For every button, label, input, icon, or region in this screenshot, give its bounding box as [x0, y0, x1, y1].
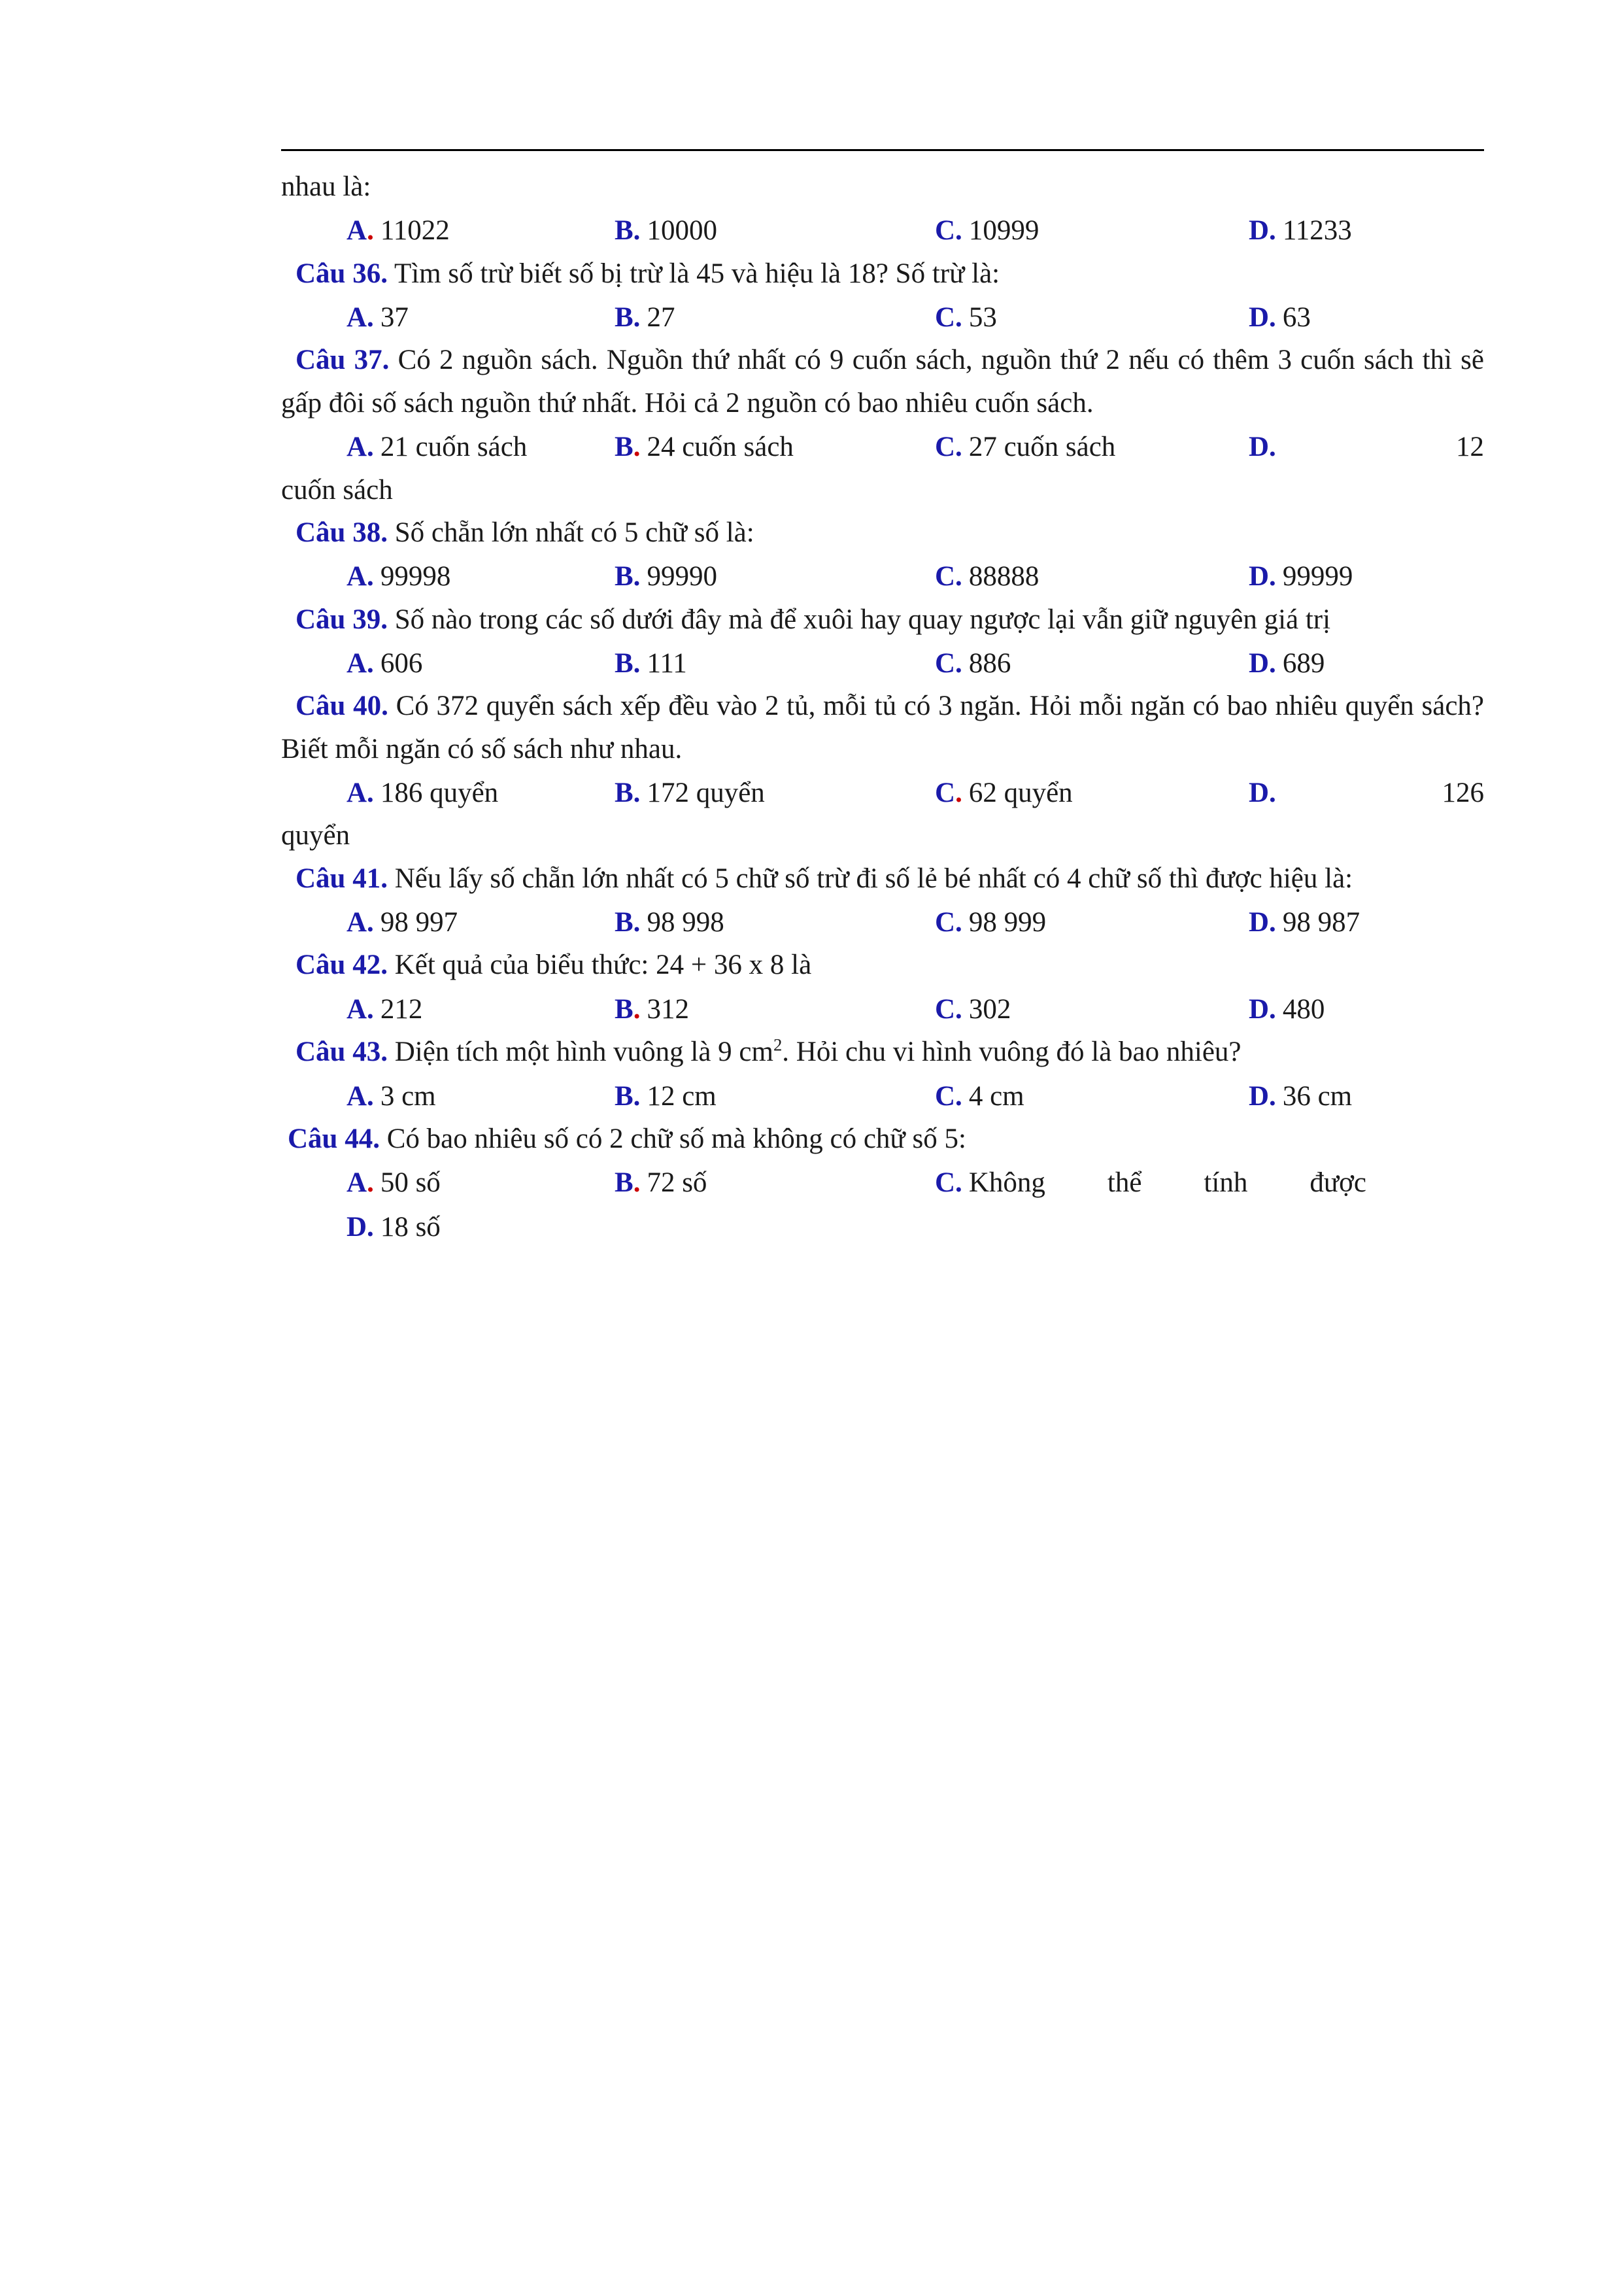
option-a-text: 212	[380, 993, 423, 1025]
option-a-label: A.	[346, 993, 374, 1025]
option-c-label: C.	[935, 1080, 962, 1112]
option-b[interactable]	[615, 901, 935, 944]
option-d[interactable]	[1249, 209, 1484, 252]
option-d-text: 689	[1282, 647, 1325, 679]
question-43-superscript: 2	[773, 1035, 783, 1055]
option-d[interactable]	[1249, 426, 1484, 468]
option-d-label: D.	[1249, 647, 1276, 679]
option-d[interactable]	[1249, 772, 1484, 814]
options-row-q37	[281, 426, 1484, 468]
question-43-number: Câu 43.	[296, 1037, 388, 1068]
option-d-label: D.	[1249, 1080, 1276, 1112]
option-c[interactable]	[935, 426, 1249, 468]
question-43-text-pre: Diện tích một hình vuông là 9 cm	[394, 1037, 773, 1068]
option-b-text: 99990	[647, 561, 717, 592]
option-c-label: C.	[935, 1167, 962, 1199]
options-row-q41	[281, 901, 1484, 944]
option-d-text: 18 số	[380, 1211, 441, 1242]
options-row-q42	[281, 988, 1484, 1031]
question-44-number: Câu 44.	[288, 1123, 380, 1154]
option-d-text: 11233	[1282, 215, 1352, 247]
question-42	[281, 944, 1484, 986]
options-row-q44-wrap	[281, 1206, 1484, 1248]
option-c[interactable]	[935, 772, 1249, 814]
option-c-text: 10999	[968, 215, 1039, 247]
options-row-q39	[281, 642, 1484, 685]
option-d-wrap-q37: cuốn sách	[281, 474, 393, 505]
option-b-label: B.	[615, 1167, 641, 1199]
option-c-text: Không thể tính được	[968, 1167, 1366, 1199]
option-d[interactable]	[1249, 901, 1484, 944]
option-d-label: D.	[1249, 432, 1276, 463]
option-a[interactable]	[281, 642, 615, 685]
option-b-text: 12 cm	[647, 1080, 717, 1112]
option-a[interactable]	[281, 555, 615, 598]
option-d-label: D.	[1249, 561, 1276, 592]
option-a-text: 98 997	[380, 907, 458, 938]
option-c-text: 27 cuốn sách	[968, 432, 1116, 463]
question-41-number: Câu 41.	[296, 863, 388, 894]
question-42-number: Câu 42.	[296, 950, 388, 981]
option-b-label: B.	[615, 647, 641, 679]
option-d[interactable]	[1249, 642, 1484, 685]
option-b-label: B.	[615, 1080, 641, 1112]
question-44-text: Có bao nhiêu số có 2 chữ số mà không có chữ số 5:	[386, 1123, 966, 1154]
option-c[interactable]	[935, 901, 1249, 944]
option-c-text: 53	[968, 302, 997, 334]
option-b[interactable]	[615, 296, 935, 339]
question-43	[281, 1031, 1484, 1073]
option-b-text: 172 quyển	[647, 778, 765, 809]
option-b-text: 10000	[647, 215, 717, 247]
header-rule	[281, 149, 1484, 151]
option-a[interactable]	[281, 296, 615, 339]
option-d-label: D.	[1249, 778, 1276, 809]
option-a-text: 50 số	[380, 1167, 441, 1199]
question-43-text-post: . Hỏi chu vi hình vuông đó là bao nhiêu?	[782, 1037, 1242, 1068]
option-d-text: 99999	[1282, 561, 1353, 592]
option-b-label: B.	[615, 432, 641, 463]
question-39	[281, 598, 1484, 641]
question-39-text: Số nào trong các số dưới đây mà để xuôi hay quay ngược lại vẫn giữ nguyên giá trị	[394, 604, 1331, 635]
option-b[interactable]	[615, 642, 935, 685]
option-a-label: A.	[346, 215, 374, 247]
option-a-text: 11022	[380, 215, 450, 247]
option-c-label: C.	[935, 647, 962, 679]
option-c-text: 886	[968, 647, 1011, 679]
option-c-label: C.	[935, 778, 962, 809]
options-row-q36	[281, 296, 1484, 339]
option-a-label: A.	[346, 561, 374, 592]
option-c-label: C.	[935, 907, 962, 938]
option-a-label: A.	[346, 1167, 374, 1199]
option-c-text: 98 999	[968, 907, 1047, 938]
option-a[interactable]	[281, 1075, 615, 1118]
option-d-label: D.	[1249, 907, 1276, 938]
option-c[interactable]	[935, 209, 1249, 252]
option-b-text: 72 số	[647, 1167, 707, 1199]
question-37-text: Có 2 nguồn sách. Nguồn thứ nhất có 9 cuốn sách, nguồn thứ 2 nếu có thêm 3 cuốn sách thì sẽ gấp đôi số sách nguồn thứ nhất. Hỏi cả 2 nguồn có bao nhiêu cuốn sách.	[281, 345, 1484, 419]
option-c[interactable]	[935, 555, 1249, 598]
option-d[interactable]	[1249, 555, 1484, 598]
option-c-text: 302	[968, 993, 1011, 1025]
question-44	[281, 1118, 1484, 1160]
question-41-text: Nếu lấy số chẵn lớn nhất có 5 chữ số trừ đi số lẻ bé nhất có 4 chữ số thì được hiệu là:	[394, 863, 1353, 894]
options-row-q43	[281, 1075, 1484, 1118]
option-a[interactable]	[281, 426, 615, 468]
option-c-label: C.	[935, 215, 962, 247]
option-d-text: 480	[1282, 993, 1325, 1025]
option-d-text: 12	[1456, 432, 1484, 463]
option-b[interactable]	[615, 1161, 935, 1204]
option-d-text: 36 cm	[1282, 1080, 1353, 1112]
option-c[interactable]	[935, 296, 1249, 339]
option-b-text: 24 cuốn sách	[647, 432, 794, 463]
option-d-label: D.	[1249, 215, 1276, 247]
option-b[interactable]	[615, 426, 935, 468]
option-b-text: 98 998	[647, 907, 724, 938]
option-a-label: A.	[346, 432, 374, 463]
question-39-number: Câu 39.	[296, 604, 388, 635]
option-c-label: C.	[935, 993, 962, 1025]
option-a-text: 186 quyển	[380, 778, 499, 809]
option-b-label: B.	[615, 561, 641, 592]
option-a-text: 3 cm	[380, 1080, 436, 1112]
option-a[interactable]	[281, 988, 615, 1031]
option-b[interactable]	[615, 988, 935, 1031]
option-c[interactable]	[935, 988, 1249, 1031]
options-row-q38	[281, 555, 1484, 598]
option-a[interactable]	[281, 772, 615, 814]
question-38-number: Câu 38.	[296, 517, 388, 548]
option-b[interactable]	[615, 1075, 935, 1118]
options-row-q35	[281, 209, 1484, 252]
option-d[interactable]	[1249, 988, 1484, 1031]
question-36-number: Câu 36.	[296, 258, 388, 289]
option-a-label: A.	[346, 647, 374, 679]
option-a-text: 21 cuốn sách	[380, 432, 528, 463]
option-b[interactable]	[615, 772, 935, 814]
option-c-text: 88888	[968, 561, 1039, 592]
question-42-text: Kết quả của biểu thức: 24 + 36 x 8 là	[394, 950, 812, 981]
option-b-text: 27	[647, 302, 675, 334]
question-40-number: Câu 40.	[296, 691, 388, 722]
option-b-label: B.	[615, 215, 641, 247]
page-content	[281, 149, 1484, 1248]
option-d[interactable]	[281, 1206, 615, 1248]
option-d-label: D.	[1249, 993, 1276, 1025]
question-38-text: Số chẵn lớn nhất có 5 chữ số là:	[394, 517, 754, 548]
option-a-label: A.	[346, 778, 374, 809]
option-c-label: C.	[935, 432, 962, 463]
question-40-text: Có 372 quyển sách xếp đều vào 2 tủ, mỗi tủ có 3 ngăn. Hỏi mỗi ngăn có bao nhiêu quyển sách? Biết mỗi ngăn có số sách như nhau.	[281, 691, 1484, 764]
options-row-q44	[281, 1161, 1484, 1204]
options-row-q40	[281, 772, 1484, 814]
option-b-text: 111	[647, 647, 687, 679]
option-a[interactable]	[281, 209, 615, 252]
option-c-label: C.	[935, 561, 962, 592]
option-c-label: C.	[935, 302, 962, 334]
option-d-text: 126	[1442, 778, 1484, 809]
option-a-text: 99998	[380, 561, 451, 592]
option-b-label: B.	[615, 907, 641, 938]
option-b[interactable]	[615, 209, 935, 252]
option-d-label: D.	[346, 1211, 374, 1242]
question-36	[281, 252, 1484, 295]
question-40	[281, 685, 1484, 770]
option-b[interactable]	[615, 555, 935, 598]
option-d-label: D.	[1249, 302, 1276, 334]
option-d[interactable]	[1249, 296, 1484, 339]
question-37-number: Câu 37.	[296, 345, 390, 376]
option-d-text: 63	[1282, 302, 1311, 334]
option-c[interactable]	[935, 1075, 1249, 1118]
option-d-text: 98 987	[1282, 907, 1360, 938]
option-b-label: B.	[615, 993, 641, 1025]
option-d-wrap-q40: quyển	[281, 820, 350, 851]
option-b-label: B.	[615, 302, 641, 334]
option-c-text: 62 quyển	[968, 778, 1073, 809]
option-b-text: 312	[647, 993, 689, 1025]
question-38	[281, 511, 1484, 554]
option-c[interactable]	[935, 642, 1249, 685]
option-b-label: B.	[615, 778, 641, 809]
question-41	[281, 857, 1484, 900]
option-d[interactable]	[1249, 1075, 1484, 1118]
option-a[interactable]	[281, 901, 615, 944]
option-c-text: 4 cm	[968, 1080, 1024, 1112]
option-a-label: A.	[346, 1080, 374, 1112]
option-c[interactable]	[935, 1161, 1366, 1204]
question-37	[281, 339, 1484, 424]
option-a[interactable]	[281, 1161, 615, 1204]
continued-sentence: nhau là:	[281, 171, 371, 202]
option-a-text: 606	[380, 647, 423, 679]
question-36-text: Tìm số trừ biết số bị trừ là 45 và hiệu là 18? Số trừ là:	[394, 258, 1000, 289]
option-a-label: A.	[346, 302, 374, 334]
option-a-label: A.	[346, 907, 374, 938]
option-a-text: 37	[380, 302, 409, 334]
